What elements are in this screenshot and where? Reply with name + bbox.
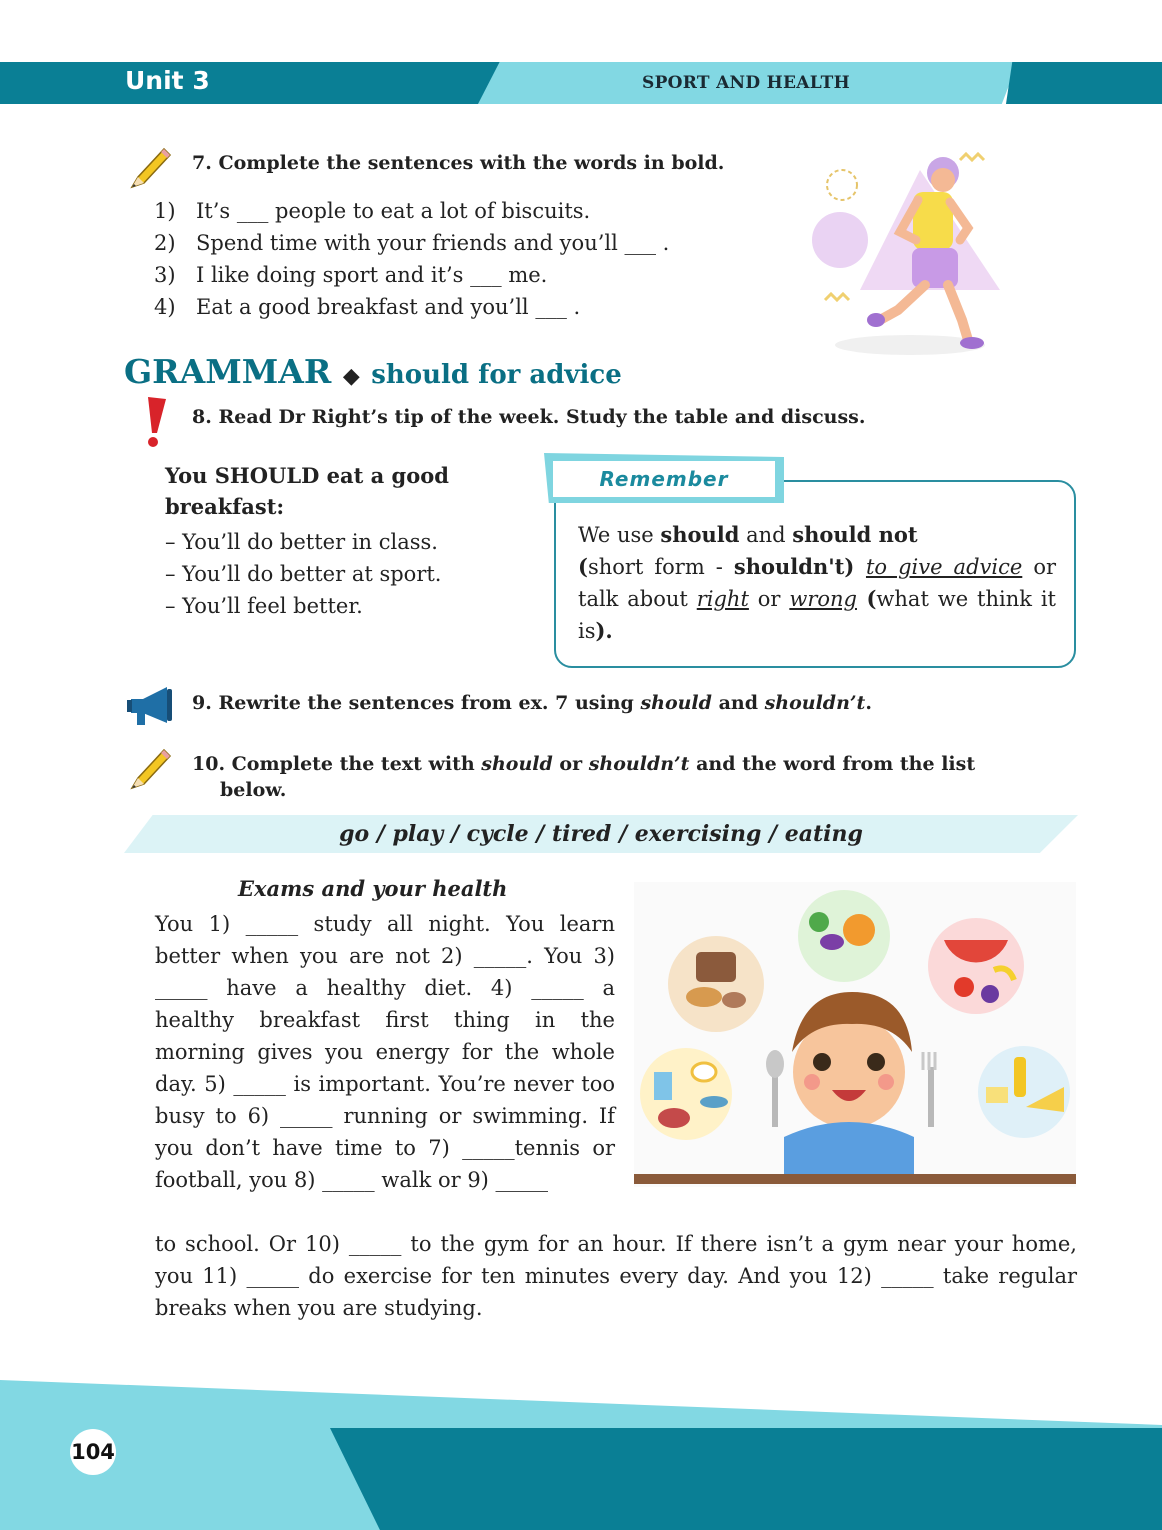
tip-item: – You’ll do better in class. [165, 530, 438, 554]
megaphone-icon [127, 683, 177, 729]
word-list: go / play / cycle / tired / exercising / eating [339, 821, 863, 847]
pencil-icon [126, 143, 172, 193]
list-item: 2) Spend time with your friends and you’ll ___ . [154, 231, 670, 255]
list-item: 3) I like doing sport and it’s ___ me. [154, 263, 548, 287]
text-column: You 1) _____ study all night. You learn better when you are not 2) _____. You 3) _____ have a healthy diet. 4) _____ a healthy breakfast first thing in the morning gives you energy for the whole day. 5) _____ is important. You’re never too busy to 6) _____ running or swimming. If you don’t have time to 7) _____tennis or football, you 8) _____ walk or 9) _____ [155, 912, 615, 1192]
ex7-instruction: 7. Complete the sentences with the words in bold. [192, 152, 725, 174]
ex7-list [154, 195, 794, 323]
header-band-right [1006, 62, 1162, 104]
ex10-instruction-cont: below. [220, 779, 287, 801]
grammar-heading [124, 352, 622, 391]
grammar-title: GRAMMAR [124, 352, 332, 391]
pencil-icon [126, 744, 172, 794]
tip-item: – You’ll feel better. [165, 594, 363, 618]
healthy-food-illustration [634, 882, 1076, 1187]
ex9-instruction: 9. Rewrite the sentences from ex. 7 using should and shouldn’t. [192, 692, 872, 714]
ex8-instruction: 8. Read Dr Right’s tip of the week. Study the table and discuss. [192, 406, 866, 428]
tip-item: – You’ll do better at sport. [165, 562, 442, 586]
remember-label: Remember [599, 467, 729, 491]
list-item: 1) It’s ___ people to eat a lot of biscuits. [154, 199, 591, 223]
tip-heading-1: You SHOULD eat a good [165, 463, 449, 488]
tip-heading-2: breakfast: [165, 494, 285, 519]
runner-illustration [800, 140, 1010, 360]
grammar-subtitle: should for advice [371, 360, 622, 390]
section-title: SPORT AND HEALTH [642, 73, 850, 93]
unit-label: Unit 3 [125, 66, 210, 95]
tip-block [165, 460, 535, 622]
text-title: Exams and your health [238, 876, 508, 901]
ex10-instruction: 10. Complete the text with should or shouldn’t and the word from the list [192, 753, 976, 775]
text-continuation: to school. Or 10) _____ to the gym for an hour. If there isn’t a gym near your home, you 11) _____ do exercise for ten minutes every day. And you 12) _____ take regular breaks when you are studying. [155, 1232, 1077, 1320]
header-band-left [0, 62, 500, 104]
remember-text: We use should and should not (short form - shouldn't) to give advice or talk about right or wrong (what we think it is). [578, 522, 1057, 643]
list-item: 4) Eat a good breakfast and you’ll ___ . [154, 295, 581, 319]
exclamation-icon [140, 395, 170, 450]
remember-tab-inner [553, 461, 775, 497]
page-number: 104 [71, 1440, 115, 1464]
diamond-icon: ◆ [342, 363, 360, 389]
footer-band-dark [330, 1428, 1162, 1530]
